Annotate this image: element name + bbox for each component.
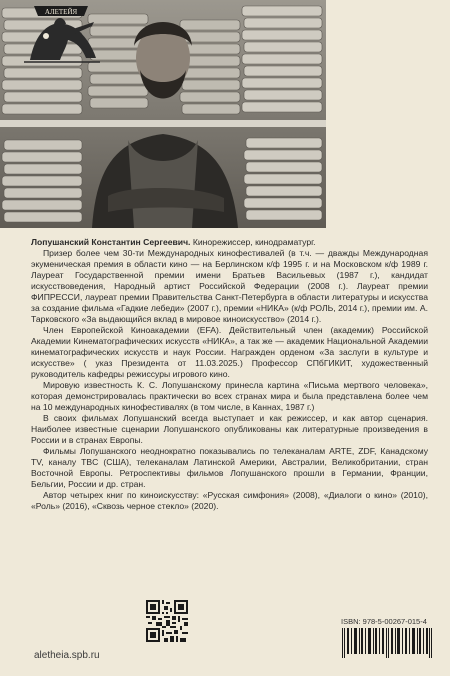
bio-paragraph: Мировую известность К. С. Лопушанскому принесла картина «Письма мертвого человека», которая демонстрировалась практически во всех странах мира и была представлена более чем на 10 международных кинофестивалях (в том числе, в Каннах, 1987 г.) [31, 380, 428, 412]
publisher-website: aletheia.spb.ru [34, 650, 100, 661]
bio-paragraph: Фильмы Лопушанского неоднократно показывались по телеканалам ARTE, ZDF, Канадскому TV, каналу TBC (США), телеканалам Латинской Америки, Австралии, Великобритании, стран Восточной Европы. Ретроспективы фильмов Лопушанского прошли в Германии, Франции, Бельгии, России и др. стран. [31, 446, 428, 489]
qr-code [146, 600, 188, 642]
author-intro: Кинорежиссер, кинодраматург. [192, 237, 316, 247]
isbn-barcode [342, 628, 432, 658]
isbn-label: ISBN: 978-5-00267-015-4 [341, 617, 427, 626]
bio-paragraph: Член Европейской Киноакадемии (EFA). Действительный член (академик) Российской Академии Кинематографических искусств «НИКА», а так же — академик Национальной Академии кинематографических искусств и наук России. Награжден орденом «За заслуги в культуре и искусстве» ( указ Президента от 11.03.2025.) Профессор СПбГИКИТ, художественный руководитель кафедры режиссуры игрового кино. [31, 325, 428, 379]
mythic-rider-logo [20, 0, 102, 64]
author-biography [31, 237, 428, 512]
logo-banner-text: АЛЕТЕЙЯ [44, 8, 78, 16]
bio-paragraph: В своих фильмах Лопушанский всегда выступает и как режиссер, и как автор сценария. Наиболее известные сценарии Лопушанского опубликованы как литературные произведения в России и в странах Европы. [31, 413, 428, 445]
bio-paragraph: Призер более чем 30-ти Международных кинофестивалей (в т.ч. — дважды Международная экуменическая премия в области кино — на Берлинском к/ф 1995 г. и на Московском к/ф 1989 г. Лауреат Государственной премии имени Братьев Васильевых (1987 г.), кандидат искусствоведения, Народный артист Российской Федерации (2008 г.). Лауреат премии ФИПРЕССИ, лауреат премии Правительства Санкт-Петербурга в области литературы и искусства за создание фильма «Гадкие лебеди» (2007 г.), премии «НИКА» (к/ф РОЛЬ, 2014 г.), премии им. А. Тарковского «За выдающийся вклад в мировое киноискусство» (2014 г.). [31, 248, 428, 324]
author-name: Лопушанский Константин Сергеевич. [31, 237, 191, 247]
bio-lead [31, 237, 428, 248]
bio-paragraph: Автор четырех книг по киноискусству: «Русская симфония» (2008), «Диалоги о кино» (2010), «Роль» (2016), «Сквозь черное стекло» (2020). [31, 490, 428, 511]
